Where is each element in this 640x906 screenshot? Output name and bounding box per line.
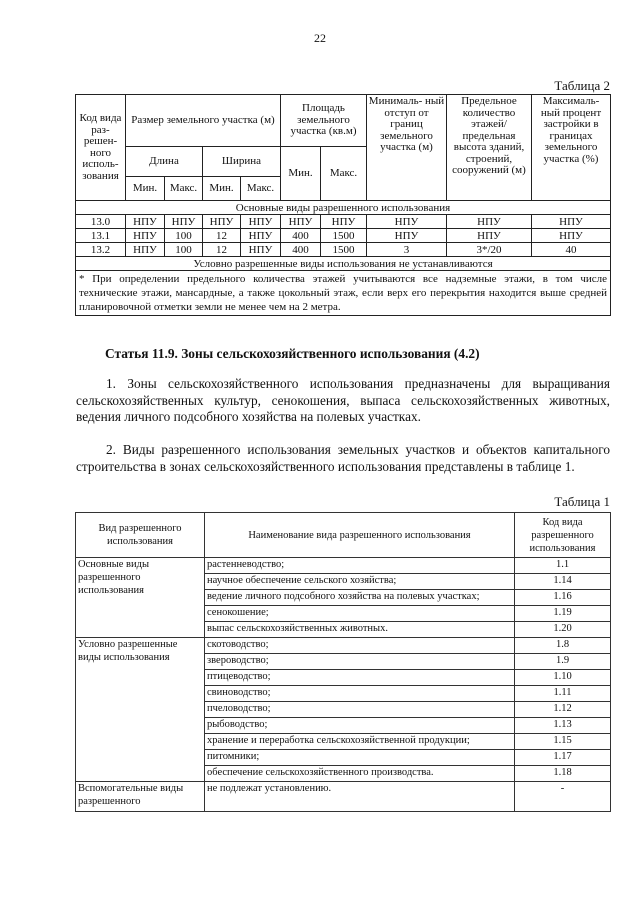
item-code: 1.8 (515, 638, 611, 654)
header-floors: Предельное количество этажей/ предельная высота зданий, строений, сооружений (м) (447, 95, 532, 201)
table1 (75, 512, 611, 812)
header-name: Наименование вида разрешенного использования (205, 513, 515, 558)
cell: НПУ (241, 215, 281, 229)
table1-caption: Таблица 1 (554, 494, 610, 509)
table2-caption: Таблица 2 (554, 78, 610, 93)
cell: 3*/20 (447, 243, 532, 257)
item-name: рыбоводство; (205, 718, 515, 734)
cell: НПУ (532, 229, 611, 243)
header-length: Длина (126, 147, 203, 177)
item-code: 1.14 (515, 574, 611, 590)
table-note: * При определении предельного количества этажей учитываются все надземные этажи, в том числе технические этажи, мансардные, а также цокольный этаж, если верх его перекрытия находится выше средней планировочной отметки земли не менее чем на 2 метра. (76, 271, 611, 316)
item-code: 1.1 (515, 558, 611, 574)
header-length-max: Макс. (165, 177, 203, 201)
header-area: Площадь земельного участка (кв.м) (281, 95, 367, 147)
cell: 1500 (321, 229, 367, 243)
cell: НПУ (367, 229, 447, 243)
cell: НПУ (367, 215, 447, 229)
header-length-min: Мин. (126, 177, 165, 201)
cell: НПУ (126, 243, 165, 257)
item-code: 1.15 (515, 734, 611, 750)
cell: НПУ (447, 215, 532, 229)
item-name: сенокошение; (205, 606, 515, 622)
header-area-min: Мин. (281, 147, 321, 201)
item-name: звероводство; (205, 654, 515, 670)
cell: 12 (203, 243, 241, 257)
cell: 40 (532, 243, 611, 257)
cell: 100 (165, 229, 203, 243)
item-name: свиноводство; (205, 686, 515, 702)
item-name: ведение личного подсобного хозяйства на полевых участках; (205, 590, 515, 606)
item-code: 1.12 (515, 702, 611, 718)
cell: НПУ (126, 215, 165, 229)
item-name: хранение и переработка сельскохозяйственной продукции; (205, 734, 515, 750)
item-code: 1.10 (515, 670, 611, 686)
cell: 12 (203, 229, 241, 243)
item-code: 1.17 (515, 750, 611, 766)
item-name: птицеводство; (205, 670, 515, 686)
item-code: 1.9 (515, 654, 611, 670)
header-code: Код вида разрешенного использования (515, 513, 611, 558)
item-code: 1.13 (515, 718, 611, 734)
item-name: не подлежат установлению. (205, 782, 515, 812)
header-coverage: Максималь- ный процент застройки в границах земельного участка (%) (532, 95, 611, 201)
cell: НПУ (321, 215, 367, 229)
item-name: научное обеспечение сельского хозяйства; (205, 574, 515, 590)
section-main: Основные виды разрешенного использования (76, 201, 611, 215)
item-name: выпас сельскохозяйственных животных. (205, 622, 515, 638)
page-number: 22 (314, 31, 326, 45)
item-name: скотоводство; (205, 638, 515, 654)
table-row (76, 243, 611, 257)
cell: НПУ (203, 215, 241, 229)
cell: 1500 (321, 243, 367, 257)
cell: 3 (367, 243, 447, 257)
item-name: питомники; (205, 750, 515, 766)
cell: НПУ (447, 229, 532, 243)
table-row (76, 215, 611, 229)
group-main: Основные виды разрешенного использования (76, 558, 205, 638)
cell: 13.1 (76, 229, 126, 243)
article-heading: Статья 11.9. Зоны сельскохозяйственного использования (4.2) (105, 346, 480, 361)
item-code: 1.18 (515, 766, 611, 782)
header-size: Размер земельного участка (м) (126, 95, 281, 147)
table-row (76, 229, 611, 243)
item-code: - (515, 782, 611, 812)
section-conditional: Условно разрешенные виды использования не устанавливаются (76, 257, 611, 271)
table-row (76, 558, 611, 574)
header-width-min: Мин. (203, 177, 241, 201)
header-setback: Минималь- ный отступ от границ земельного участка (м) (367, 95, 447, 201)
item-name: пчеловодство; (205, 702, 515, 718)
cell: 13.0 (76, 215, 126, 229)
cell: НПУ (281, 215, 321, 229)
cell: НПУ (241, 229, 281, 243)
cell: НПУ (126, 229, 165, 243)
cell: НПУ (241, 243, 281, 257)
header-width-max: Макс. (241, 177, 281, 201)
item-name: обеспечение сельскохозяйственного производства. (205, 766, 515, 782)
item-code: 1.19 (515, 606, 611, 622)
cell: 13.2 (76, 243, 126, 257)
item-code: 1.11 (515, 686, 611, 702)
table2 (75, 94, 611, 316)
cell: НПУ (532, 215, 611, 229)
header-type: Вид разрешенного использования (76, 513, 205, 558)
header-area-max: Макс. (321, 147, 367, 201)
cell: 400 (281, 229, 321, 243)
table-row (76, 638, 611, 654)
item-code: 1.20 (515, 622, 611, 638)
header-width: Ширина (203, 147, 281, 177)
group-auxiliary: Вспомогательные виды разрешенного (76, 782, 205, 812)
item-name: растенневодство; (205, 558, 515, 574)
header-code: Код вида раз- решен- ного исполь- зования (76, 95, 126, 201)
paragraph-1: 1. Зоны сельскохозяйственного использования предназначены для выращивания сельскохозяйственных культур, сенокошения, выпаса сельскохозяйственных животных, ведения личного подсобного хозяйства на полевых участках. (76, 376, 610, 424)
table-row (76, 782, 611, 812)
cell: 100 (165, 243, 203, 257)
cell: 400 (281, 243, 321, 257)
cell: НПУ (165, 215, 203, 229)
paragraph-2: 2. Виды разрешенного использования земельных участков и объектов капитального строительства в зонах сельскохозяйственного использования представлены в таблице 1. (76, 442, 610, 474)
item-code: 1.16 (515, 590, 611, 606)
group-conditional: Условно разрешенные виды использования (76, 638, 205, 782)
